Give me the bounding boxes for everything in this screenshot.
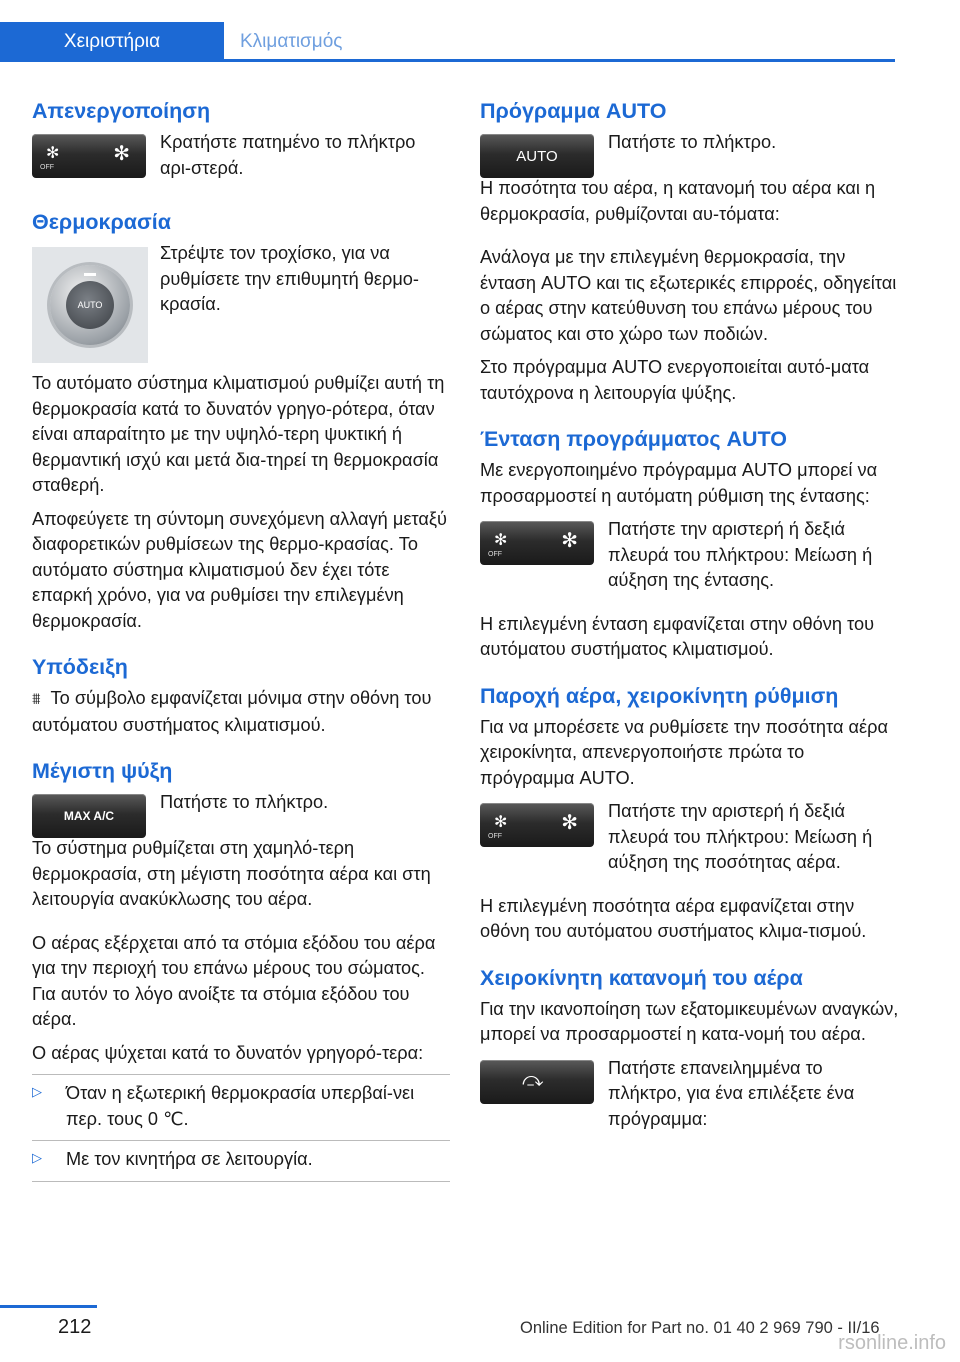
section-distribution — [480, 963, 900, 1141]
list-item — [32, 1081, 450, 1141]
off-label-icon: OFF — [40, 164, 54, 171]
fan-off-button-icon — [480, 521, 594, 565]
heading-airflow: Παροχή αέρα, χειροκίνητη ρύθμιση — [480, 683, 839, 708]
section-auto-intensity — [480, 424, 900, 663]
fan-off-button-icon — [32, 134, 146, 178]
off-label-icon: OFF — [488, 551, 502, 558]
temperature-paragraph-2: Αποφεύγετε τη σύντομη συνεχόμενη αλλαγή μεταξύ διαφορετικών ρυθμίσεων της θερμο-κρασίας. Το αυτόματο σύστημα κλιματισμού δεν έχει τότε επαρκή χρόνο, για να ρυθμίσει την επιλεγμένη θερμοκρασία. — [32, 508, 447, 631]
cooling-symbol-icon: ⩩ — [32, 691, 41, 708]
list-item-text: Όταν η εξωτερική θερμοκρασία υπερβαί-νει περ. τους 0 ℃. — [66, 1083, 415, 1129]
maxcool-condition-list — [32, 1074, 450, 1182]
section-max-cooling — [32, 756, 450, 1182]
edition-note: Online Edition for Part no. 01 40 2 969 790 - II/16 — [520, 1319, 880, 1337]
airflow-text: Πατήστε την αριστερή ή δεξιά πλευρά του πλήκτρου: Μείωση ή αύξηση της ποσότητας αέρα. — [608, 801, 873, 872]
fan-large-icon: ✻ — [113, 143, 130, 165]
section-hint — [32, 652, 450, 738]
right-column — [480, 96, 900, 1158]
airflow-paragraph-1: Για να μπορέσετε να ρυθμίσετε την ποσότητα αέρα χειροκίνητα, απενεργοποιήστε πρώτα το πρόγραμμα AUTO. — [480, 716, 889, 788]
heading-auto: Πρόγραμμα AUTO — [480, 99, 667, 123]
max-ac-button-icon: MAX A/C — [32, 794, 146, 838]
maxcool-paragraph-1: Ο αέρας εξέρχεται από τα στόμια εξόδου του αέρα για την περιοχή του επάνω μέρους του σώματος. Για αυτόν το λόγο ανοίξτε τα στόμια εξόδου του αέρα. — [32, 932, 436, 1029]
list-item-text: Με τον κινητήρα σε λειτουργία. — [66, 1149, 313, 1169]
heading-distribution: Χειροκίνητη κατανομή του αέρα — [480, 965, 803, 990]
footer-divider — [0, 1305, 97, 1308]
header-tab-climate[interactable]: Κλιματισμός — [240, 31, 343, 52]
air-distribution-button-icon — [480, 1060, 594, 1104]
deactivate-text: Κρατήστε πατημένο το πλήκτρο αρι-στερά. — [160, 132, 416, 178]
temperature-paragraph-1: Το αυτόματο σύστημα κλιματισμού ρυθμίζει αυτή τη θερμοκρασία κατά το δυνατόν γρηγο-ρότερα, όταν είναι απαραίτητο με την υψηλό-τερη ψυκτική ή θερμαντική ισχύ και μετά δια-τηρεί τη θερμοκρασία σταθερή. — [32, 373, 445, 495]
fan-off-button-icon — [480, 803, 594, 847]
fan-large-icon: ✻ — [561, 530, 578, 552]
section-deactivate — [32, 96, 450, 189]
section-auto — [480, 96, 900, 406]
hint-text-body: Το σύμβολο εμφανίζεται μόνιμα στην οθόνη του αυτόματου συστήματος κλιματισμού. — [32, 688, 432, 735]
page-header — [0, 0, 895, 62]
page-number: 212 — [58, 1316, 92, 1338]
maxcool-text-1: Πατήστε το πλήκτρο. — [160, 792, 329, 812]
auto-text-2: Η ποσότητα του αέρα, η κατανομή του αέρα και η θερμοκρασία, ρυθμίζονται αυ-τόματα: — [480, 178, 876, 224]
section-temperature — [32, 207, 450, 634]
intensity-paragraph-2: Η επιλεγμένη ένταση εμφανίζεται στην οθόνη του αυτόματου συστήματος κλιματισμού. — [480, 613, 875, 659]
auto-text-1: Πατήστε το πλήκτρο. — [608, 132, 777, 152]
auto-paragraph-1: Ανάλογα με την επιλεγμένη θερμοκρασία, την ένταση AUTO και τις εξωτερικές επιρροές, οδηγείται ο αέρας στην κατεύθυνση του επάνω μέρους του σώματος και στο χώρο των ποδιών. — [480, 247, 897, 344]
temperature-text: Στρέψτε τον τροχίσκο, για να ρυθμίσετε την επιθυμητή θερμο-κρασία. — [160, 243, 419, 314]
list-item — [32, 1147, 450, 1182]
triangle-right-icon: ▷ — [32, 1150, 42, 1165]
temperature-knob-icon — [32, 247, 148, 363]
triangle-right-icon: ▷ — [32, 1084, 42, 1099]
heading-auto-intensity: Ένταση προγράμματος AUTO — [480, 427, 788, 451]
watermark: rsonline.info — [838, 1332, 946, 1354]
heading-deactivate: Απενεργοποίηση — [32, 99, 211, 123]
intensity-text: Πατήστε την αριστερή ή δεξιά πλευρά του πλήκτρου: Μείωση ή αύξηση της έντασης. — [608, 519, 873, 590]
maxcool-text-2: Το σύστημα ρυθμίζεται στη χαμηλό-τερη θερμοκρασία, στη μέγιστη ποσότητα αέρα και στη λειτουργία ανακύκλωσης του αέρα. — [32, 838, 431, 909]
fan-small-icon: ✻ — [494, 532, 508, 549]
auto-button-icon: AUTO — [480, 134, 594, 178]
header-tab-controls[interactable]: Χειριστήρια — [0, 22, 224, 60]
off-label-icon: OFF — [488, 833, 502, 840]
distribution-text: Πατήστε επανειλημμένα το πλήκτρο, για ένα επιλέξετε ένα πρόγραμμα: — [608, 1057, 855, 1129]
seated-person-icon: ⤼ — [522, 1068, 544, 1091]
heading-hint: Υπόδειξη — [32, 655, 128, 679]
fan-small-icon: ✻ — [494, 814, 508, 831]
section-airflow — [480, 681, 900, 945]
heading-max-cooling: Μέγιστη ψύξη — [32, 759, 173, 783]
minus-icon — [84, 273, 96, 276]
maxcool-paragraph-2: Ο αέρας ψύχεται κατά το δυνατόν γρηγορό-τερα: — [32, 1042, 424, 1063]
header-divider — [0, 59, 895, 62]
fan-large-icon: ✻ — [561, 812, 578, 834]
intensity-paragraph-1: Με ενεργοποιημένο πρόγραμμα AUTO μπορεί να προσαρμοστεί η αυτόματη ρύθμιση της έντασης: — [480, 460, 878, 506]
distribution-paragraph-1: Για την ικανοποίηση των εξατομικευμένων αναγκών, μπορεί να προσαρμοστεί η κατα-νομή του αέρα. — [480, 998, 899, 1044]
hint-text — [32, 686, 450, 738]
knob-auto-label: AUTO — [66, 281, 114, 329]
fan-small-icon: ✻ — [46, 145, 60, 162]
left-column — [32, 96, 450, 1200]
auto-paragraph-2: Στο πρόγραμμα AUTO ενεργοποιείται αυτό-ματα ταυτόχρονα η λειτουργία ψύξης. — [480, 357, 870, 403]
heading-temperature: Θερμοκρασία — [32, 210, 171, 234]
airflow-paragraph-2: Η επιλεγμένη ποσότητα αέρα εμφανίζεται στην οθόνη του αυτόματου συστήματος κλιμα-τισμού. — [480, 895, 867, 941]
